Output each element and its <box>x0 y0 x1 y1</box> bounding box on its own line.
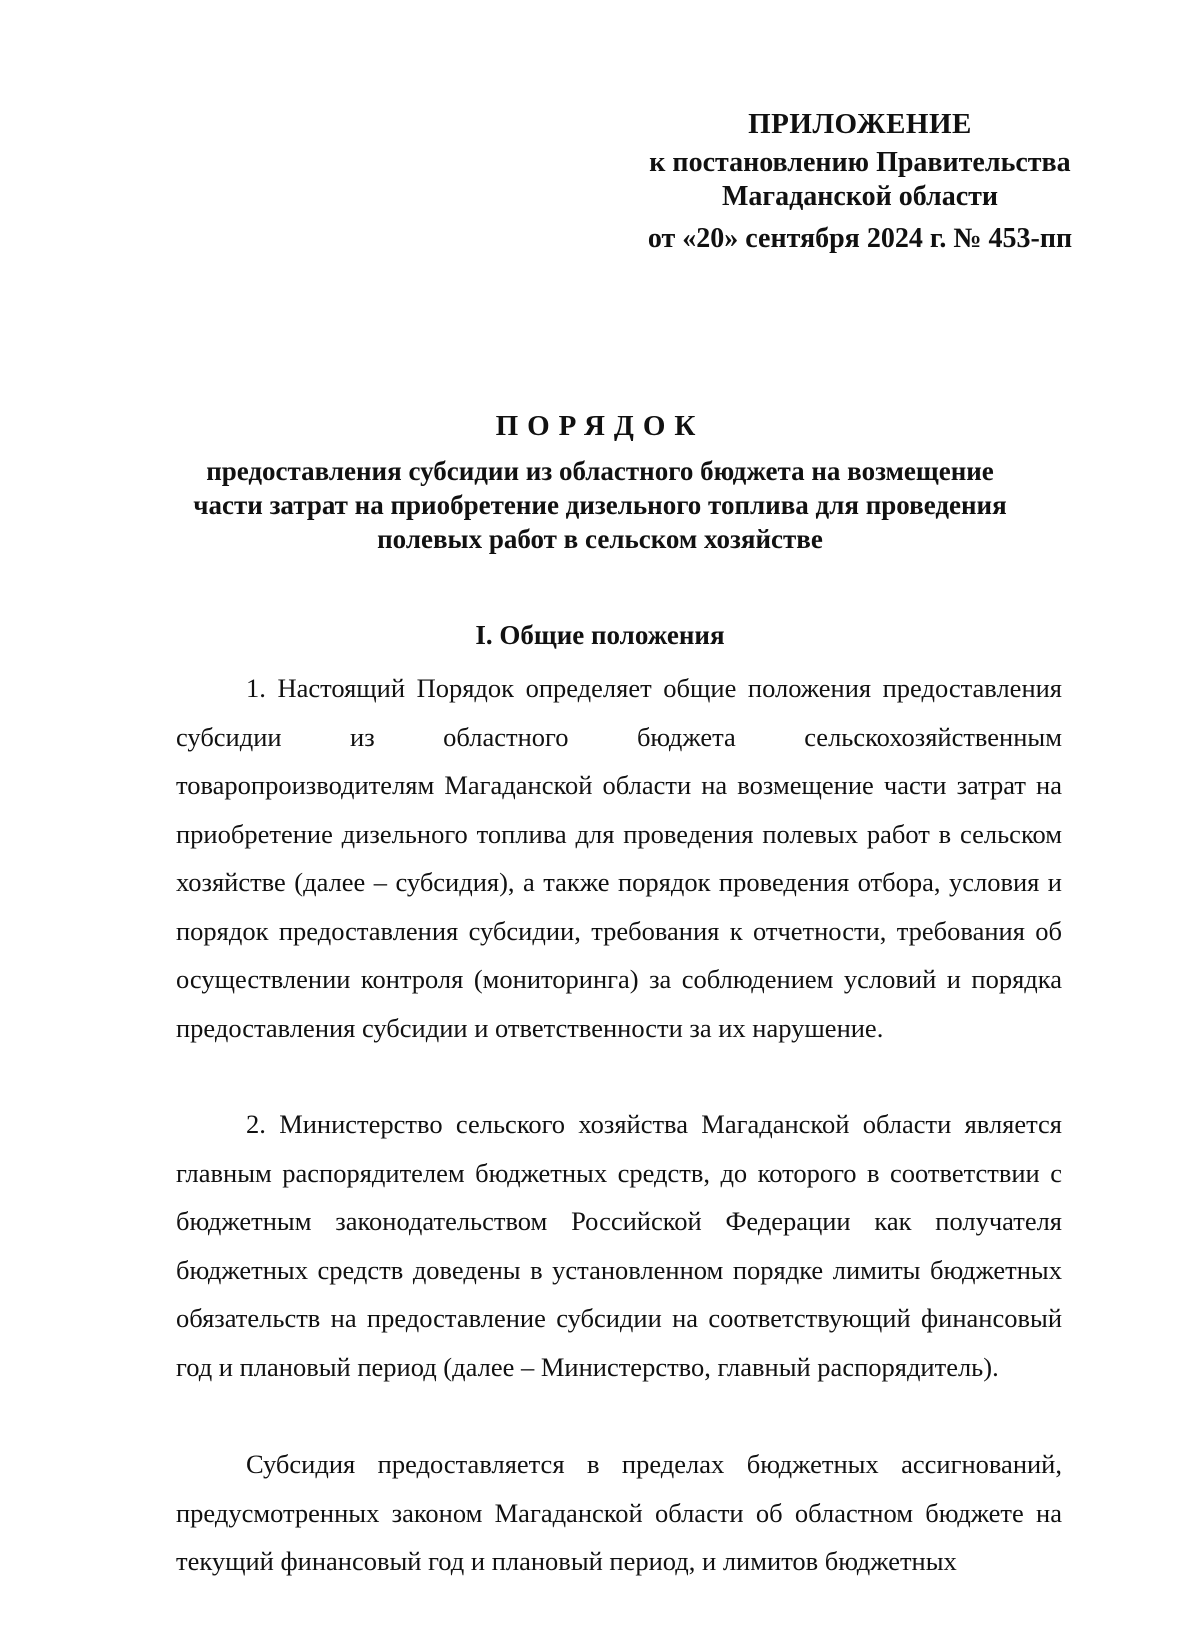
appendix-line-2: Магаданской области <box>721 181 999 212</box>
paragraph-3: Субсидия предоставляется в пределах бюджетных ассигнований, предусмотренных законом Магаданской области об областном бюджете на текущий финансовый год и плановый период, и лимитов бюджетных <box>176 1449 1062 1576</box>
paragraph-1: 1. Настоящий Порядок определяет общие положения предоставления субсидии из областного бюджета сельскохозяйственным товаропроизводителям Магаданской области на возмещение части затрат на приобретение дизельного топлива для проведения полевых работ в сельском хозяйстве (далее – субсидия), а также порядок проведения отбора, условия и порядок предоставления субсидии, требования к отчетности, требования об осуществлении контроля (мониторинга) за соблюдением условий и порядка предоставления субсидии и ответственности за их нарушение. <box>176 673 1062 1043</box>
appendix-line-1: к постановлению Правительства <box>649 147 1071 178</box>
appendix-date-number: от «20» сентября 2024 г. № 453-пп <box>647 223 1073 254</box>
document-subtitle: предоставления субсидии из областного бюджета на возмещение части затрат на приобретение дизельного топлива для проведения полевых работ в сельском хозяйстве <box>193 456 1007 554</box>
paragraph-2: 2. Министерство сельского хозяйства Магаданской области является главным распорядителем бюджетных средств, до которого в соответствии с бюджетным законодательством Российской Федерации как получателя бюджетных средств доведены в установленном порядке лимиты бюджетных обязательств на предоставление субсидии на соответствующий финансовый год и плановый период (далее – Министерство, главный распорядитель). <box>176 1109 1062 1382</box>
appendix-title <box>600 108 1120 141</box>
document-title: ПОРЯДОК <box>495 410 705 442</box>
appendix-title-text: ПРИЛОЖЕНИЕ <box>748 108 972 140</box>
section-heading: I. Общие положения <box>475 620 725 650</box>
